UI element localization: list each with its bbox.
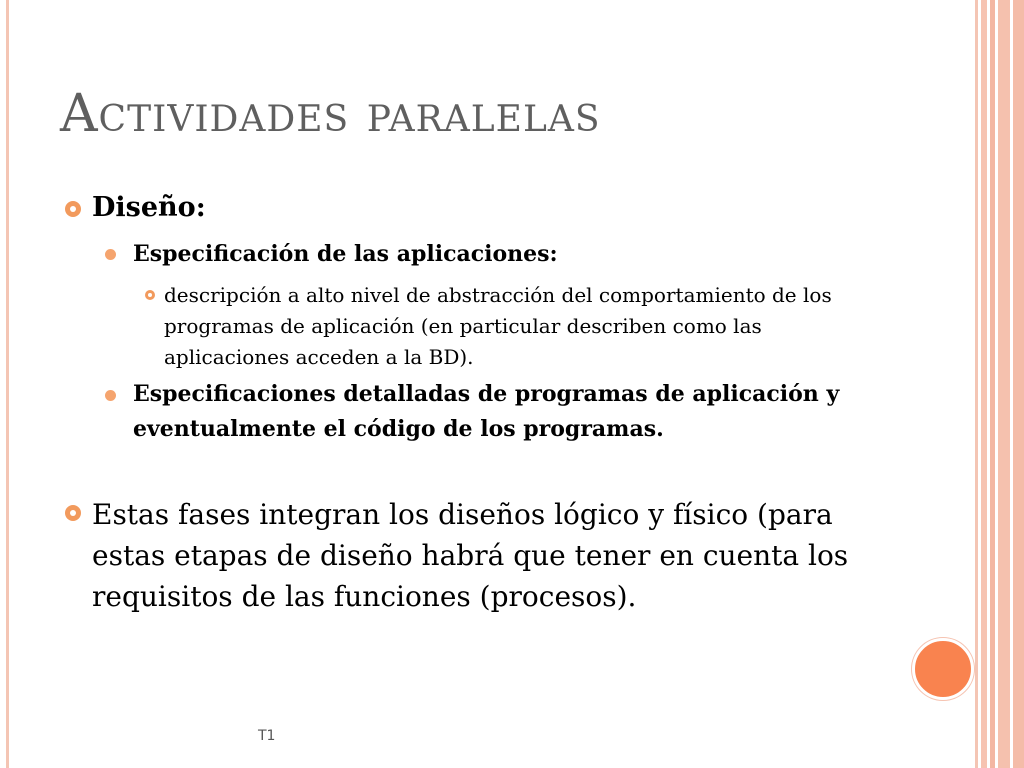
sub-bullet-detailed-spec: Especificaciones detalladas de programas de aplicación y eventualmente el código de los programas. — [133, 381, 840, 442]
decor-stripe — [990, 0, 995, 768]
decor-stripe — [975, 0, 978, 768]
circle-bullet-icon — [65, 201, 81, 217]
decor-stripe — [998, 0, 1010, 768]
bullet-phases: Estas fases integran los diseños lógico y físico (para estas etapas de diseño habrá que tener en cuenta los requisitos de las funciones (procesos). — [92, 498, 849, 613]
dot-bullet-icon — [105, 249, 116, 260]
decor-stripe — [1013, 0, 1024, 768]
sub-bullet-app-spec: Especificación de las aplicaciones: — [133, 241, 558, 267]
circle-bullet-icon — [65, 505, 81, 521]
footer-label: T1 — [258, 728, 276, 744]
decor-circle — [912, 638, 974, 700]
small-circle-bullet-icon — [145, 290, 155, 300]
left-border — [6, 0, 9, 768]
slide-title: Actividades paralelas — [60, 84, 601, 144]
decor-stripe — [981, 0, 987, 768]
sub-sub-bullet-description: descripción a alto nivel de abstracción del comportamiento de los programas de aplicación (en particular describen como las aplicaciones acceden a la BD). — [164, 283, 832, 369]
bullet-design: Diseño: — [92, 192, 206, 223]
dot-bullet-icon — [105, 390, 116, 401]
